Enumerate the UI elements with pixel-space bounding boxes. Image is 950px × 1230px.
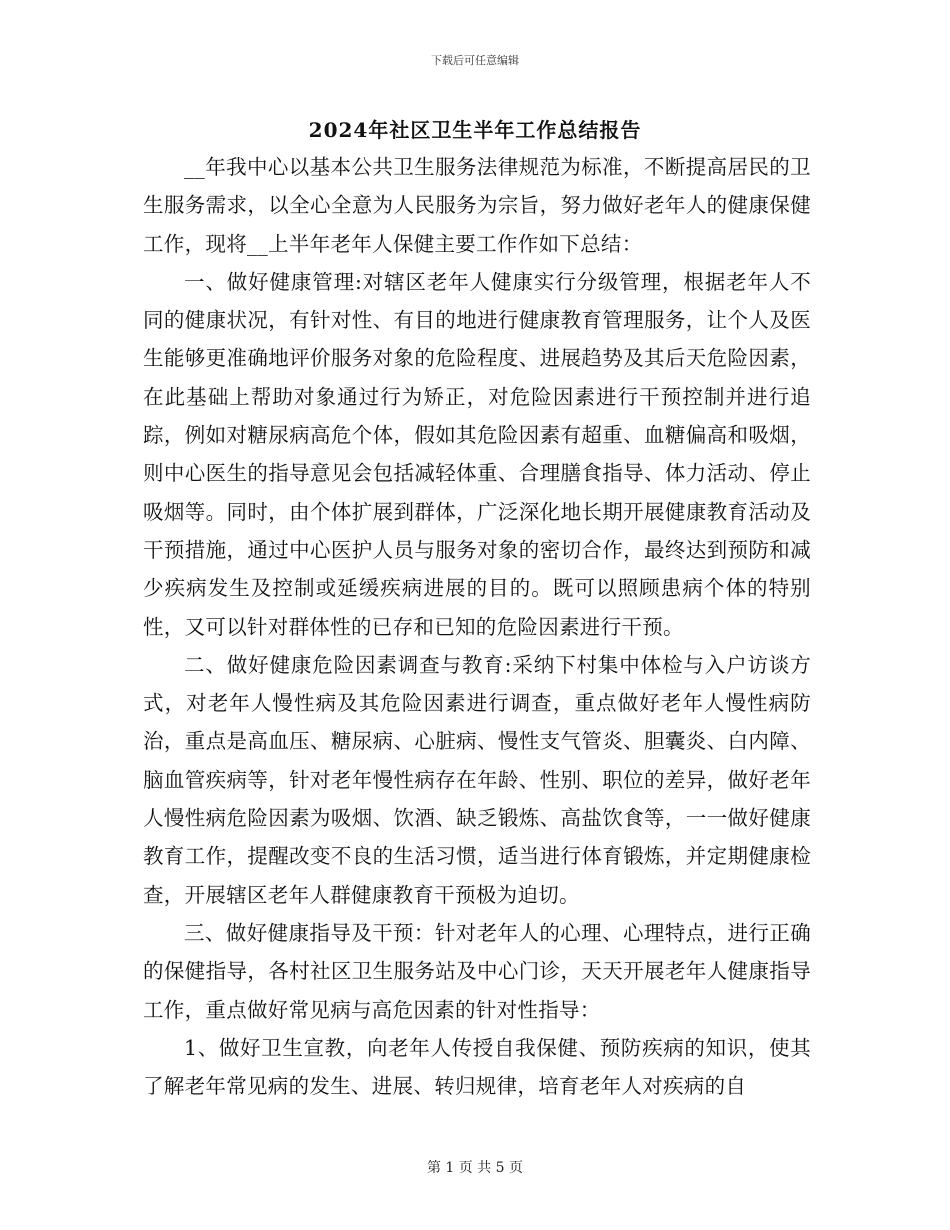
header-note: 下载后可任意编辑 <box>431 54 519 67</box>
paragraph-guidance: 三、做好健康指导及干预：针对老年人的心理、心理特点，进行正确的保健指导，各村社区卫生服务站及中心门诊，天天开展老年人健康指导工作，重点做好常见病与高危因素的针对性指导： <box>143 920 811 1022</box>
paragraph-health-management: 一、做好健康管理:对辖区老年人健康实行分级管理，根据老年人不同的健康状况，有针对性、有目的地进行健康教育管理服务，让个人及医生能够更准确地评价服务对象的危险程度、进展趋势及其后天危险因素，在此基础上帮助对象通过行为矫正，对危险因素进行干预控制并进行追踪，例如对糖尿病高危个体，假如其危险因素有超重、血糖偏高和吸烟，则中心医生的指导意见会包括减轻体重、合理膳食指导、体力活动、停止吸烟等。同时，由个体扩展到群体，广泛深化地长期开展健康教育活动及干预措施，通过中心医护人员与服务对象的密切合作，最终达到预防和减少疾病发生及控制或延缓疾病进展的目的。既可以照顾患病个体的特别性，又可以针对群体性的已存和已知的危险因素进行干预。 <box>143 269 811 639</box>
document-body <box>143 148 811 1105</box>
paragraph-intro: __年我中心以基本公共卫生服务法律规范为标准，不断提高居民的卫生服务需求，以全心全意为人民服务为宗旨，努力做好老年人的健康保健工作，现将__上半年老年人保健主要工作作如下总结： <box>143 155 811 256</box>
document-title: 2024年社区卫生半年工作总结报告 <box>308 118 642 142</box>
paragraph-item-1: 1、做好卫生宣教，向老年人传授自我保健、预防疾病的知识，使其了解老年常见病的发生、进展、转归规律，培育老年人对疾病的自 <box>143 1035 811 1099</box>
paragraph-risk-survey: 二、做好健康危险因素调查与教育:采纳下村集中体检与入户访谈方式，对老年人慢性病及其危险因素进行调查，重点做好老年人慢性病防治，重点是高血压、糖尿病、心脏病、慢性支气管炎、胆囊炎、白内障、脑血管疾病等，针对老年慢性病存在年龄、性别、职位的差异，做好老年人慢性病危险因素为吸烟、饮酒、缺乏锻炼、高盐饮食等，一一做好健康教育工作，提醒改变不良的生活习惯，适当进行体育锻炼，并定期健康检查，开展辖区老年人群健康教育干预极为迫切。 <box>143 652 811 907</box>
page-number-footer: 第 1 页 共 5 页 <box>426 1160 524 1176</box>
